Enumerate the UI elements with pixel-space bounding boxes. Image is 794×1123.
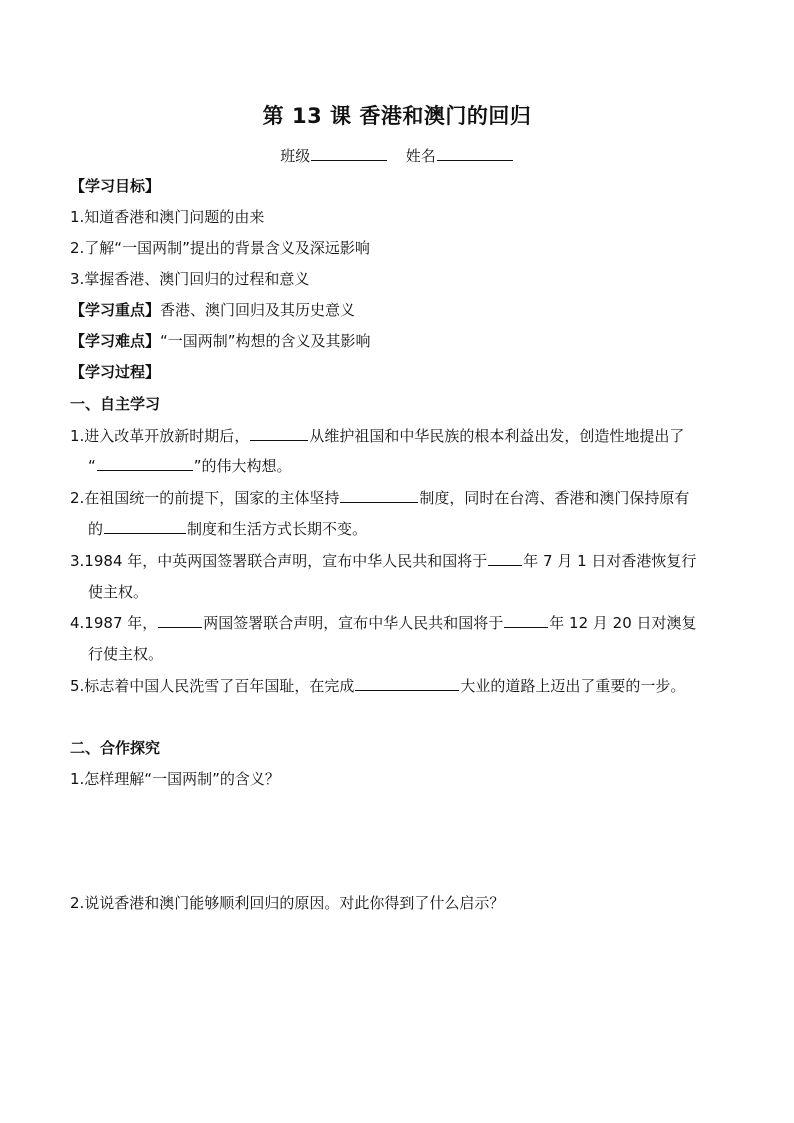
self-study-q5 (70, 676, 730, 696)
q2-text-a: 2.在祖国统一的前提下，国家的主体坚持 (70, 489, 340, 507)
goal-item: 3.掌握香港、澳门回归的过程和意义 (70, 270, 310, 288)
self-study-q1-cont (88, 456, 748, 476)
q2-blank-1[interactable] (340, 488, 418, 503)
q2-text-c: 的 (88, 520, 104, 538)
q3-blank-1[interactable] (488, 551, 522, 566)
difficulties-text: “一国两制”构想的含义及其影响 (160, 332, 371, 350)
q3-text-b: 年 7 月 1 日对香港恢复行 (523, 552, 697, 570)
self-study-q2-cont (88, 519, 748, 539)
q4-blank-1[interactable] (158, 613, 202, 628)
q4-text-c: 年 12 月 20 日对澳复 (549, 614, 697, 632)
q1-text-b: 从维护祖国和中华民族的根本利益出发，创造性地提出了 (309, 427, 685, 445)
self-study-q2 (70, 488, 730, 508)
difficulties-label: 【学习难点】 (70, 332, 161, 350)
key-points-line (70, 300, 730, 320)
key-points-text: 香港、澳门回归及其历史意义 (160, 301, 356, 319)
q1-text-d: ”的伟大构想。 (193, 457, 292, 475)
process-heading: 【学习过程】 (70, 363, 161, 381)
class-label: 班级 (280, 147, 311, 165)
q5-text-b: 大业的道路上迈出了重要的一步。 (460, 677, 686, 695)
q4-blank-2[interactable] (504, 613, 548, 628)
difficulties-line (70, 331, 730, 351)
goal-item: 2.了解“一国两制”提出的背景含义及深远影响 (70, 239, 370, 257)
goals-heading: 【学习目标】 (70, 177, 161, 195)
q1-text-c: “ (88, 457, 96, 475)
goal-item: 1.知道香港和澳门问题的由来 (70, 208, 265, 226)
q5-blank-1[interactable] (355, 676, 459, 691)
cooperation-q1: 1.怎样理解“一国两制”的含义？ (70, 770, 280, 788)
q2-text-b: 制度，同时在台湾、香港和澳门保持原有 (419, 489, 690, 507)
q1-blank-1[interactable] (250, 426, 308, 441)
self-study-q1 (70, 426, 730, 446)
self-study-heading: 一、自主学习 (70, 395, 161, 413)
self-study-q4-cont: 行使主权。 (88, 645, 164, 663)
name-label: 姓名 (405, 147, 436, 165)
q5-text-a: 5.标志着中国人民洗雪了百年国耻，在完成 (70, 677, 355, 695)
class-blank[interactable] (311, 146, 387, 161)
key-points-label: 【学习重点】 (70, 301, 161, 319)
self-study-q3-cont: 使主权。 (88, 583, 149, 601)
q4-text-a: 4.1987 年， (70, 614, 158, 632)
cooperation-heading: 二、合作探究 (70, 739, 161, 757)
q1-text-a: 1.进入改革开放新时期后， (70, 427, 250, 445)
self-study-q4 (70, 613, 730, 633)
q2-text-d: 制度和生活方式长期不变。 (187, 520, 368, 538)
q2-blank-2[interactable] (104, 519, 186, 534)
q4-text-b: 两国签署联合声明，宣布中华人民共和国将于 (203, 614, 504, 632)
student-info-line (0, 145, 794, 166)
page-title: 第 13 课 香港和澳门的回归 (262, 104, 532, 128)
cooperation-q2: 2.说说香港和澳门能够顺利回归的原因。对此你得到了什么启示？ (70, 894, 505, 912)
q3-text-a: 3.1984 年，中英两国签署联合声明，宣布中华人民共和国将于 (70, 552, 488, 570)
self-study-q3 (70, 551, 730, 571)
name-blank[interactable] (437, 146, 513, 161)
q1-blank-2[interactable] (97, 456, 193, 471)
